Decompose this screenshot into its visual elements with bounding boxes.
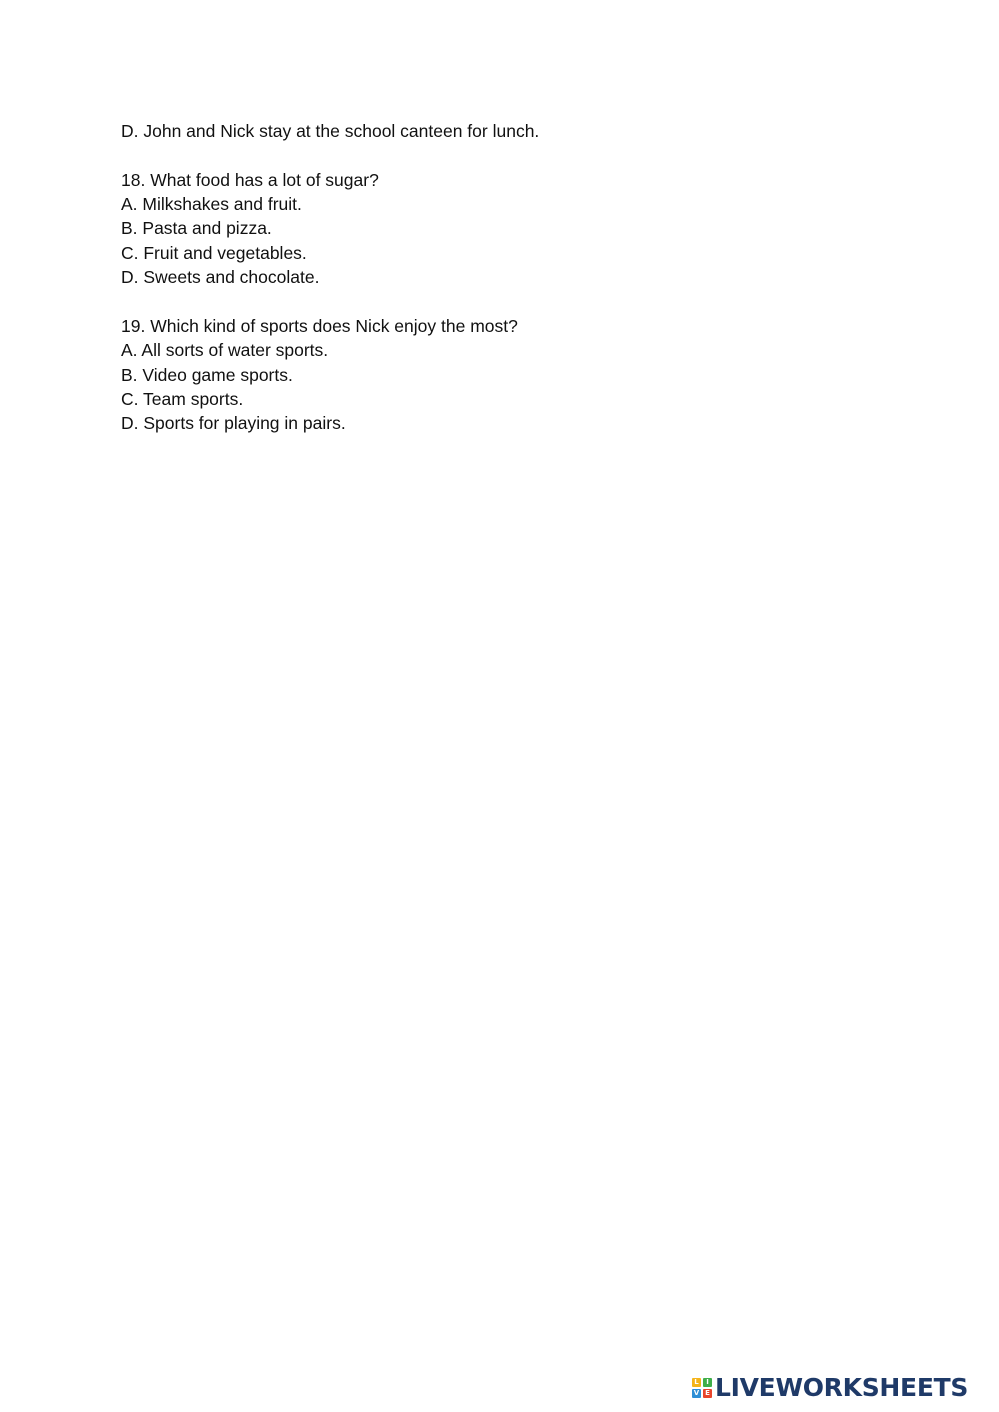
question-18-option-a: A. Milkshakes and fruit. bbox=[121, 194, 302, 214]
question-19-option-d: D. Sports for playing in pairs. bbox=[121, 413, 346, 433]
question-19-option-a: A. All sorts of water sports. bbox=[121, 340, 329, 360]
question-18-option-b: B. Pasta and pizza. bbox=[121, 218, 272, 238]
logo-cell-l: L bbox=[692, 1378, 701, 1387]
logo-mark-icon bbox=[692, 1378, 712, 1398]
question-19-prompt: 19. Which kind of sports does Nick enjoy the most? bbox=[121, 316, 518, 336]
logo-cell-v: V bbox=[693, 1389, 700, 1397]
question-19-option-c: C. Team sports. bbox=[121, 389, 244, 409]
question-19-option-b: B. Video game sports. bbox=[121, 365, 293, 385]
logo-cell-i: I bbox=[703, 1378, 712, 1387]
liveworksheets-logo bbox=[692, 1374, 968, 1402]
question-18-prompt: 18. What food has a lot of sugar? bbox=[121, 170, 379, 190]
logo-cell-e: E bbox=[703, 1389, 712, 1398]
logo-text: LIVEWORKSHEETS bbox=[715, 1373, 969, 1402]
question-18-option-c: C. Fruit and vegetables. bbox=[121, 243, 307, 263]
prev-question-option-d: D. John and Nick stay at the school canteen for lunch. bbox=[121, 121, 540, 141]
question-18-option-d: D. Sweets and chocolate. bbox=[121, 267, 320, 287]
